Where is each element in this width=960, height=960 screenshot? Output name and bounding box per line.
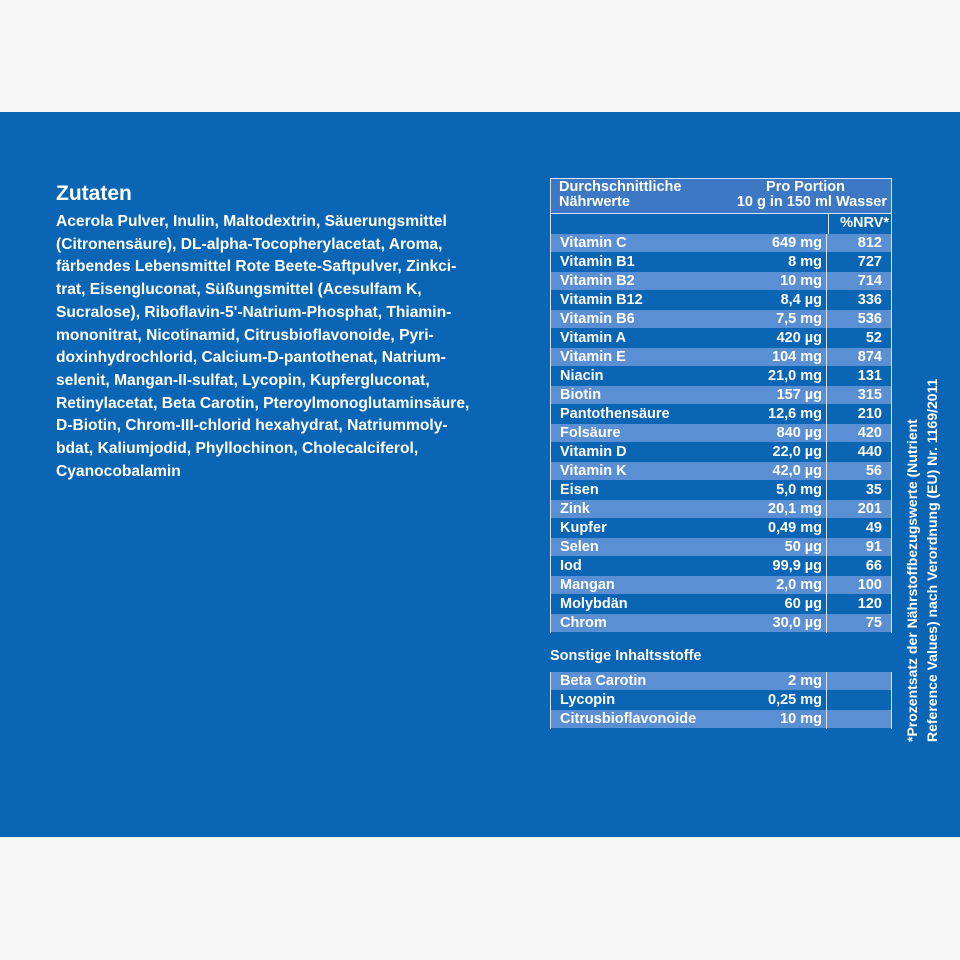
nutrient-value: 104 mg [772, 349, 822, 365]
nutrient-value: 42,0 µg [772, 463, 822, 479]
nutrient-value: 2,0 mg [776, 577, 822, 593]
nutrient-value: 649 mg [772, 235, 822, 251]
other-value: 2 mg [788, 673, 822, 689]
nutrient-value: 12,6 mg [768, 406, 822, 422]
nutrient-nrv: 727 [857, 254, 882, 270]
table-row [550, 519, 892, 538]
ingredients-line: trat, Eisengluconat, Süßungsmittel (Acesulfam K, [56, 281, 422, 299]
nutrient-name: Vitamin E [560, 349, 626, 365]
other-row [550, 710, 892, 729]
other-row [550, 672, 892, 691]
ingredients-line: Cyanocobalamin [56, 462, 181, 480]
table-row [550, 234, 892, 253]
nutrient-value: 20,1 mg [768, 501, 822, 517]
ingredients-line: Retinylacetat, Beta Carotin, Pteroylmonoglutaminsäure, [56, 394, 470, 412]
nutrition-rows [550, 234, 892, 633]
nutrient-nrv: 120 [857, 596, 882, 612]
nutrient-name: Vitamin C [560, 235, 627, 251]
nrv-label: %NRV* [840, 215, 889, 231]
table-row [550, 253, 892, 272]
nutrient-value: 99,9 µg [772, 558, 822, 574]
nutrient-name: Vitamin B12 [560, 292, 643, 308]
footnote-line: *Prozentsatz der Nährstoffbezugswerte (Nutrient [904, 419, 920, 742]
nrv-footnote [902, 342, 942, 742]
nutrient-name: Vitamin B2 [560, 273, 635, 289]
nutrient-nrv: 56 [865, 463, 882, 479]
other-name: Lycopin [560, 692, 616, 708]
nutrient-name: Vitamin B1 [560, 254, 635, 270]
table-row [550, 386, 892, 405]
nutrient-value: 60 µg [784, 596, 822, 612]
table-row [550, 291, 892, 310]
nutrient-name: Selen [560, 539, 599, 555]
nutrient-nrv: 420 [857, 425, 882, 441]
nutrient-nrv: 440 [857, 444, 882, 460]
table-row [550, 481, 892, 500]
nutrient-name: Eisen [560, 482, 599, 498]
nutrient-nrv: 210 [857, 406, 882, 422]
table-row [550, 595, 892, 614]
nutrient-name: Iod [560, 558, 582, 574]
nrv-header [550, 214, 892, 234]
ingredients-line: Sucralose), Riboflavin-5'-Natrium-Phosphat, Thiamin- [56, 303, 452, 321]
nutrient-value: 157 µg [776, 387, 822, 403]
other-row [550, 691, 892, 710]
nutrient-value: 21,0 mg [768, 368, 822, 384]
nutrient-value: 8,4 µg [780, 292, 822, 308]
nutrient-name: Zink [560, 501, 590, 517]
nutrient-value: 5,0 mg [776, 482, 822, 498]
nutrient-nrv: 91 [865, 539, 882, 555]
ingredients-text [56, 211, 526, 483]
nutrient-name: Vitamin A [560, 330, 627, 346]
other-table [550, 672, 892, 729]
nutrition-table [550, 178, 892, 633]
header-right-line: Pro Portion [766, 179, 845, 195]
nutrient-nrv: 49 [865, 520, 882, 536]
nutrient-name: Vitamin D [560, 444, 627, 460]
nutrient-value: 420 µg [776, 330, 822, 346]
table-row [550, 367, 892, 386]
nutrient-name: Biotin [560, 387, 602, 403]
nutrient-name: Kupfer [560, 520, 607, 536]
table-row [550, 443, 892, 462]
other-name: Beta Carotin [560, 673, 647, 689]
table-row [550, 557, 892, 576]
nutrient-name: Chrom [560, 615, 607, 631]
nutrient-nrv: 131 [857, 368, 882, 384]
table-row [550, 348, 892, 367]
nutrient-value: 30,0 µg [772, 615, 822, 631]
other-name: Citrusbioflavonoide [560, 711, 697, 727]
nutrient-name: Niacin [560, 368, 604, 384]
table-row [550, 310, 892, 329]
ingredients-line: bdat, Kaliumjodid, Phyllochinon, Cholecalciferol, [56, 440, 419, 458]
nutrient-nrv: 35 [865, 482, 882, 498]
nutrient-nrv: 100 [857, 577, 882, 593]
nutrient-value: 7,5 mg [776, 311, 822, 327]
nutrient-nrv: 536 [857, 311, 882, 327]
nutrient-nrv: 66 [865, 558, 882, 574]
nutrient-nrv: 714 [857, 273, 882, 289]
nutrient-name: Vitamin K [560, 463, 627, 479]
table-row [550, 329, 892, 348]
header-left [559, 180, 681, 210]
header-left-line: Nährwerte [559, 194, 630, 210]
nutrient-nrv: 874 [857, 349, 882, 365]
nutrient-value: 8 mg [788, 254, 822, 270]
nutrient-nrv: 75 [865, 615, 882, 631]
table-row [550, 272, 892, 291]
other-heading: Sonstige Inhaltsstoffe [550, 648, 702, 664]
nutrient-nrv: 201 [857, 501, 882, 517]
header-right-line: 10 g in 150 ml Wasser [736, 194, 887, 210]
nutrition-table-header [550, 178, 892, 214]
ingredients-line: Acerola Pulver, Inulin, Maltodextrin, Säuerungsmittel [56, 213, 447, 230]
table-row [550, 462, 892, 481]
ingredients-line: doxinhydrochlorid, Calcium-D-pantothenat, Natrium- [56, 349, 446, 367]
nutrient-name: Vitamin B6 [560, 311, 635, 327]
nutrient-value: 0,49 mg [768, 520, 822, 536]
table-row [550, 500, 892, 519]
table-row [550, 576, 892, 595]
nutrient-value: 22,0 µg [772, 444, 822, 460]
nutrient-value: 10 mg [780, 273, 822, 289]
ingredients-line: D-Biotin, Chrom-III-chlorid hexahydrat, Natriummoly- [56, 417, 448, 435]
nutrient-nrv: 336 [857, 292, 882, 308]
nutrient-value: 50 µg [784, 539, 822, 555]
other-value: 10 mg [780, 711, 822, 727]
ingredients-line: mononitrat, Nicotinamid, Citrusbioflavonoide, Pyri- [56, 326, 434, 344]
header-right [737, 180, 887, 210]
ingredients-line: färbendes Lebensmittel Rote Beete-Saftpulver, Zinkci- [56, 258, 457, 276]
footnote-line: Reference Values) nach Verordnung (EU) Nr. 1169/2011 [924, 378, 940, 742]
table-row [550, 538, 892, 557]
nutrient-name: Pantothensäure [560, 406, 670, 422]
table-row [550, 614, 892, 633]
nutrient-value: 840 µg [776, 425, 822, 441]
nutrient-name: Folsäure [560, 425, 621, 441]
table-row [550, 424, 892, 443]
ingredients-line: selenit, Mangan-II-sulfat, Lycopin, Kupfergluconat, [56, 371, 430, 389]
nutrient-nrv: 52 [865, 330, 882, 346]
ingredients-heading: Zutaten [56, 182, 132, 205]
header-left-line: Durchschnittliche [559, 179, 682, 195]
nutrient-name: Mangan [560, 577, 615, 593]
nutrient-nrv: 812 [857, 235, 882, 251]
ingredients-line: (Citronensäure), DL-alpha-Tocopherylacetat, Aroma, [56, 235, 443, 253]
nutrient-nrv: 315 [857, 387, 882, 403]
other-value: 0,25 mg [768, 692, 822, 708]
nutrient-name: Molybdän [560, 596, 628, 612]
table-row [550, 405, 892, 424]
